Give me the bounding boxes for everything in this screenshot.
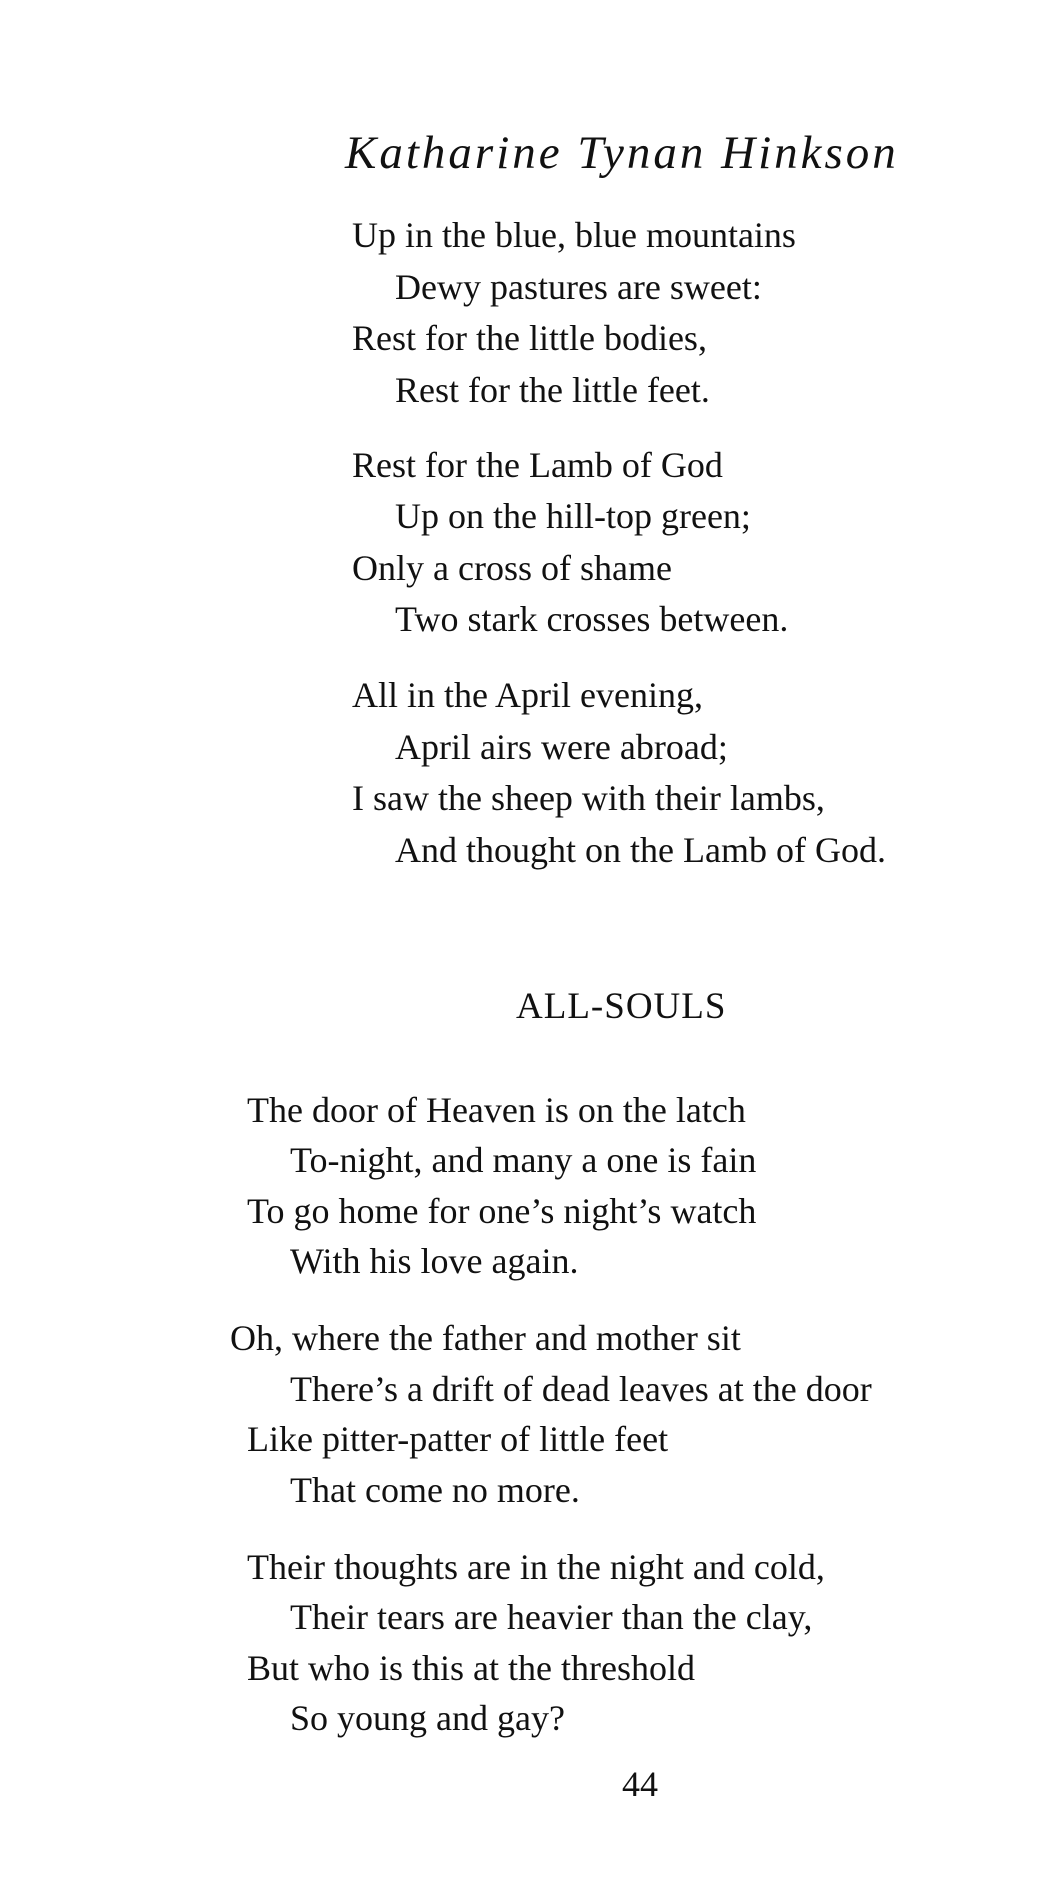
- poem-line: Dewy pastures are sweet:: [395, 267, 762, 307]
- poem-line: There’s a drift of dead leaves at the door: [290, 1369, 872, 1409]
- poem-line: Their tears are heavier than the clay,: [290, 1597, 813, 1637]
- running-header-author: Katharine Tynan Hinkson: [345, 127, 899, 179]
- poem-line: Up on the hill-top green;: [395, 496, 751, 536]
- poem-line: Rest for the little bodies,: [352, 318, 707, 358]
- poem-line: To go home for one’s night’s watch: [247, 1191, 757, 1231]
- poem-line: So young and gay?: [290, 1698, 565, 1738]
- poem-line: Their thoughts are in the night and cold,: [247, 1547, 825, 1587]
- poem-line: Oh, where the father and mother sit: [230, 1318, 741, 1358]
- poem-line: And thought on the Lamb of God.: [395, 830, 886, 870]
- poem-line: Up in the blue, blue mountains: [352, 215, 796, 255]
- poem-line: With his love again.: [290, 1241, 579, 1281]
- poem-line: To-night, and many a one is fain: [290, 1140, 757, 1180]
- poem-line: Rest for the Lamb of God: [352, 445, 723, 485]
- poem-line: Two stark crosses between.: [395, 599, 789, 639]
- poem-line: April airs were abroad;: [395, 727, 728, 767]
- poem-line: I saw the sheep with their lambs,: [352, 778, 825, 818]
- poem-line: But who is this at the threshold: [247, 1648, 695, 1688]
- poem-line: That come no more.: [290, 1470, 580, 1510]
- poem-line: Like pitter-patter of little feet: [247, 1419, 669, 1459]
- poem-line: Rest for the little feet.: [395, 370, 710, 410]
- poem-line: All in the April evening,: [352, 675, 703, 715]
- page-number: 44: [622, 1764, 658, 1804]
- poem-line: Only a cross of shame: [352, 548, 672, 588]
- poem-title: ALL-SOULS: [516, 986, 727, 1027]
- poem-line: The door of Heaven is on the latch: [247, 1090, 746, 1130]
